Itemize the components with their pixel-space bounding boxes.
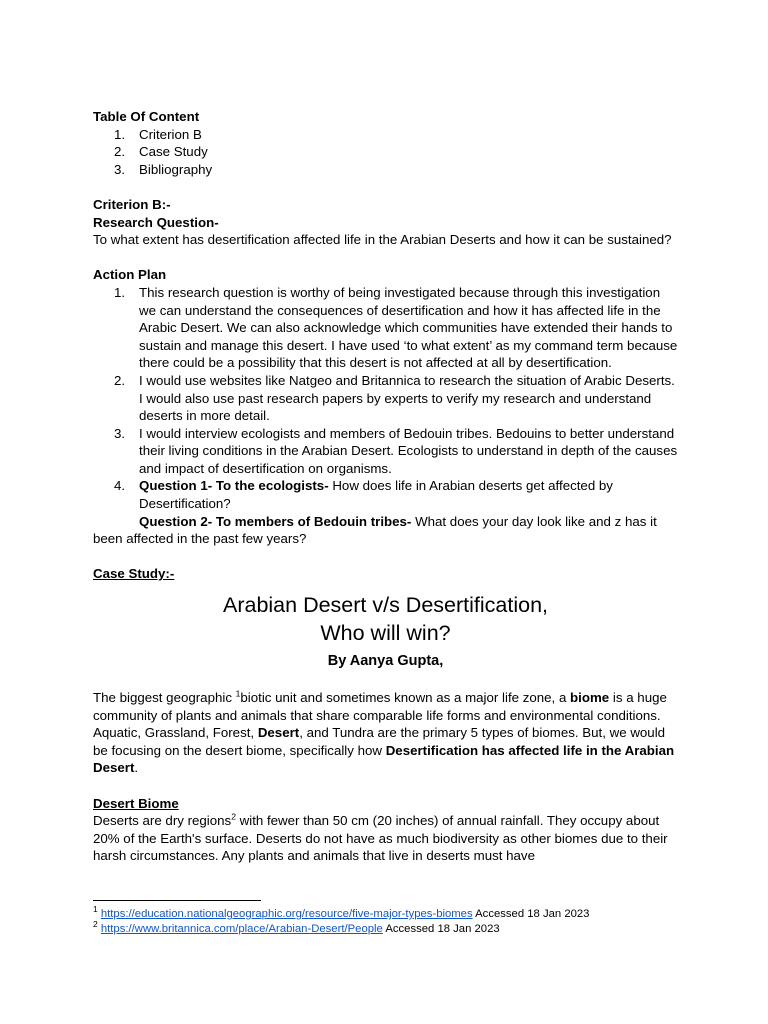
desert-biome-paragraph [93, 812, 678, 865]
action-plan-item [93, 477, 678, 512]
article-title-line-2: Who will win? [320, 621, 451, 646]
footnote-accessed: Accessed 18 Jan 2023 [472, 908, 590, 920]
action-item-text: This research question is worthy of being investigated because through this investigation we can understand the consequences of desertification and how it has affected life in the Arabic Desert. We can also acknowledge which communities have extended their hands to sustain and manage this desert. I have used ‘to what extent’ as my command term because there could be a possibility that this desert is not affected at all by desertification. [139, 284, 678, 371]
research-question-heading: Research Question- [93, 214, 219, 230]
text-run: is a huge community of plants and animals that share comparable life forms and environmental conditions. Aquatic, Grassland, Forest, [93, 690, 667, 741]
document-body [93, 108, 678, 865]
action-plan-heading: Action Plan [93, 267, 167, 283]
action-item-text: I would use websites like Natgeo and Britannica to research the situation of Arabic Deserts. I would also use past research papers by experts to verify my research and understand deserts in more detail. [139, 372, 675, 424]
term-biome: biome [570, 690, 610, 706]
desert-biome-heading: Desert Biome [93, 795, 179, 811]
text-run: with fewer than 50 cm (20 inches) of annual rainfall. They occupy about 20% of the Earth's surface. Deserts do not have as much biodiversity as other biomes due to their harsh circumstances. Any plants and animals that live in deserts must have [93, 813, 668, 864]
action-item-text: I would interview ecologists and members of Bedouin tribes. Bedouins to better understand their living conditions in the Arabian Desert. Ecologists to understand in depth of the causes and impact of desertification on organisms. [139, 425, 678, 476]
action-plan-item [93, 284, 678, 372]
footnote-divider [93, 900, 261, 901]
text-run: biotic unit and sometimes known as a major life zone, a [240, 690, 571, 706]
text-run: Deserts are dry regions [93, 813, 232, 829]
action-plan-list [93, 284, 678, 513]
article-title-line-1: Arabian Desert v/s Desertification, [222, 593, 549, 618]
toc-item-number: 1. [114, 126, 126, 142]
question-2-text: What does your day look like and z has it been affected in the past few years? [93, 513, 657, 547]
case-study-heading: Case Study:- [93, 566, 175, 582]
action-item-number: 2. [114, 372, 126, 388]
footnote-link[interactable]: https://education.nationalgeographic.org/resource/five-major-types-biomes [100, 908, 473, 920]
criterion-heading: Criterion B:- [93, 196, 171, 212]
toc-heading: Table Of Content [93, 109, 200, 124]
action-item-number: 3. [114, 425, 126, 441]
footnote-number: 2 [93, 919, 98, 930]
term-desertification: Desertification has affected life in the Arabian Desert [93, 742, 675, 776]
toc-item [93, 143, 678, 161]
toc-item-text: Criterion B [139, 126, 202, 142]
footnote-number: 1 [93, 904, 98, 915]
toc-item [93, 161, 678, 179]
footnote-ref-1[interactable]: 1 [235, 688, 241, 699]
action-plan-item [93, 425, 678, 478]
question-1-text: How does life in Arabian deserts get affected by Desertification? [139, 478, 613, 512]
footnote-accessed: Accessed 18 Jan 2023 [382, 923, 500, 935]
text-run: , and Tundra are the primary 5 types of biomes. But, we would be focusing on the desert biome, specifically how [93, 725, 666, 758]
question-1-label: Question 1- To the ecologists- [139, 478, 329, 494]
question-2-label: Question 2- To members of Bedouin tribes- [139, 513, 412, 529]
action-item-number: 1. [114, 284, 126, 300]
action-item-number: 4. [114, 478, 126, 494]
toc-item-number: 2. [114, 144, 126, 160]
footnote-2 [93, 919, 693, 936]
toc-item-text: Case Study [139, 144, 208, 160]
article-title [93, 591, 678, 647]
toc-item [93, 126, 678, 144]
toc-item-number: 3. [114, 161, 126, 177]
research-question-text: To what extent has desertification affected life in the Arabian Deserts and how it can be sustained? [93, 232, 672, 248]
toc-item-text: Bibliography [139, 161, 213, 177]
article-byline: By Aanya Gupta, [327, 653, 444, 670]
question-2 [93, 513, 678, 548]
footnote-ref-2[interactable]: 2 [231, 811, 236, 822]
footnote-1 [93, 904, 693, 921]
text-run: . [134, 760, 139, 776]
text-run: The biggest geographic [93, 690, 236, 706]
action-plan-item [93, 372, 678, 425]
toc-list [93, 126, 678, 179]
intro-paragraph [93, 689, 678, 777]
footnote-link[interactable]: https://www.britannica.com/place/Arabian-Desert/People [100, 923, 383, 935]
term-desert: Desert [257, 725, 300, 741]
